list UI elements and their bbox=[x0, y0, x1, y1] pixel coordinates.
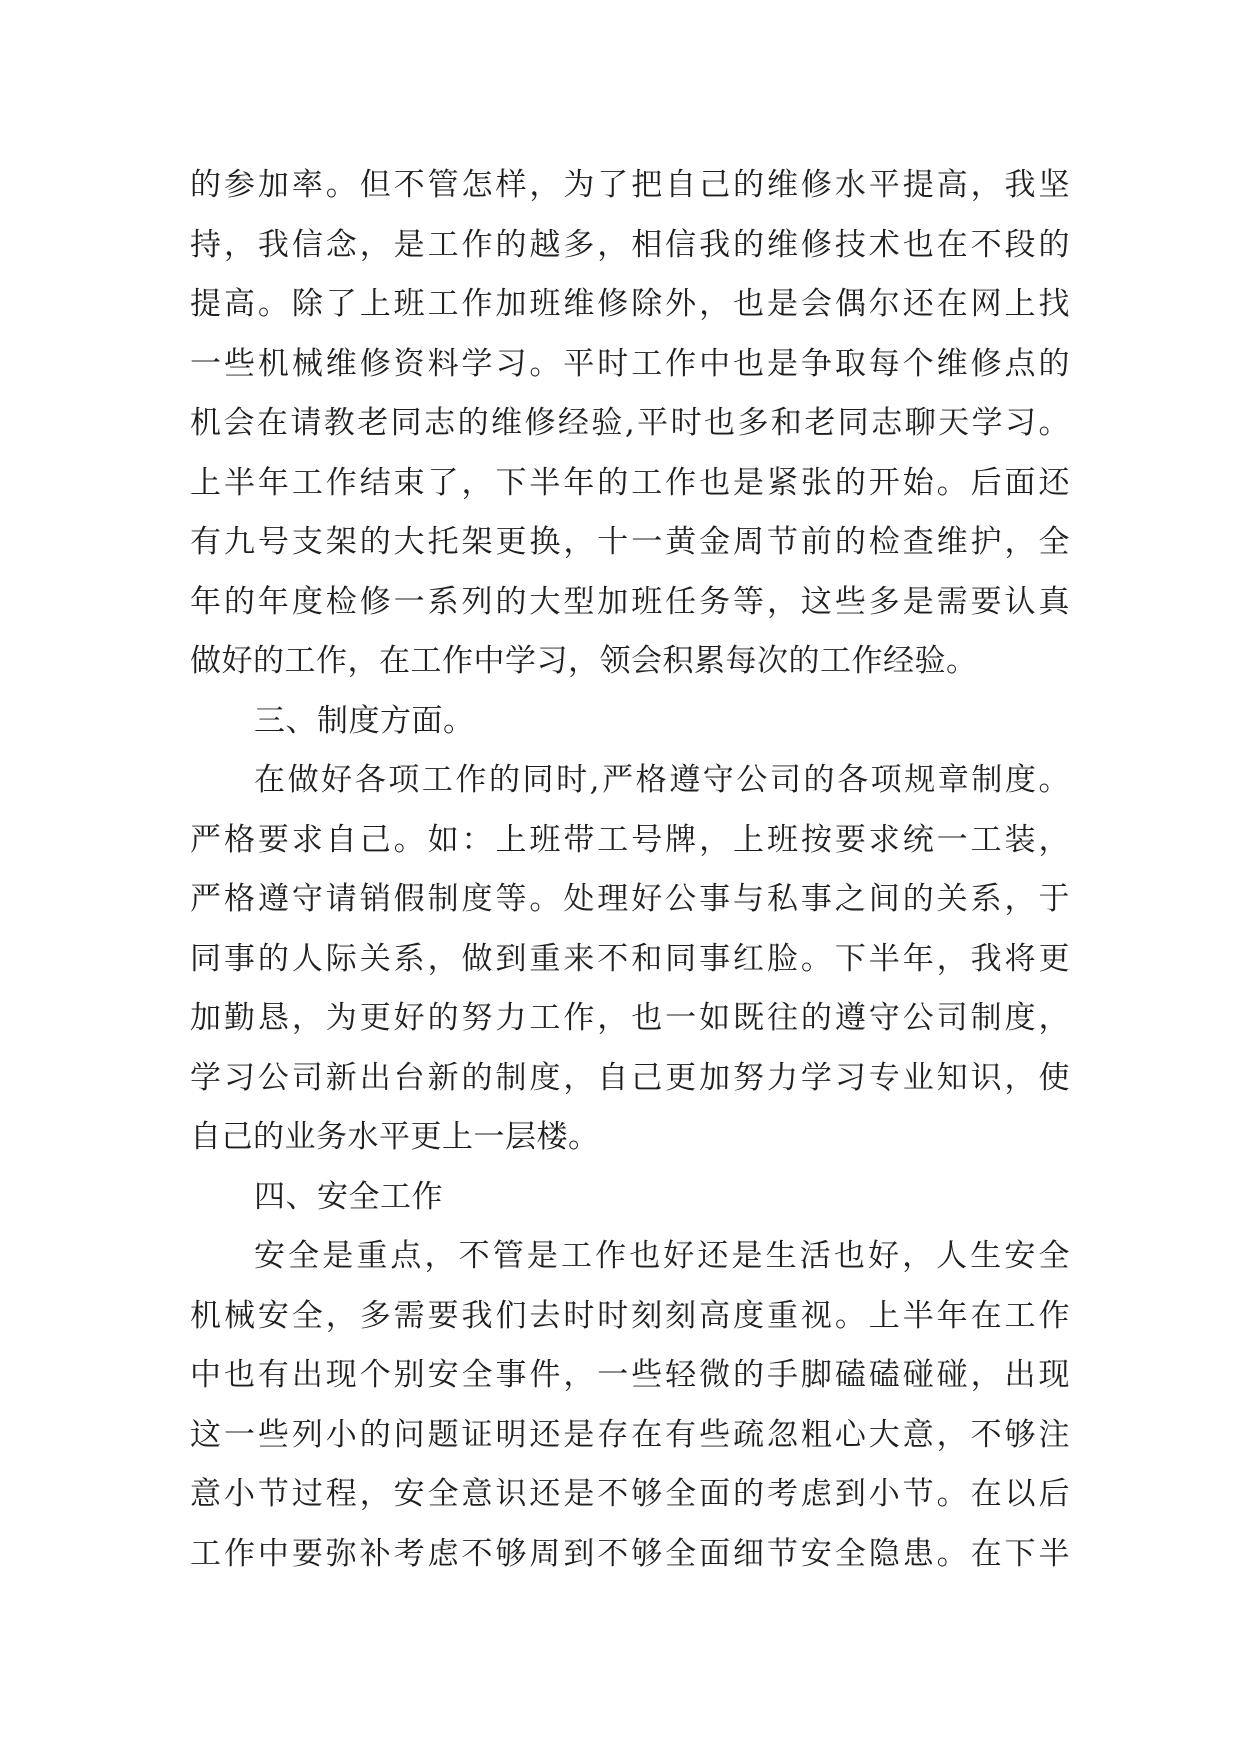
text-line: 加勤恳，为更好的努力工作，也一如既往的遵守公司制度， bbox=[190, 1000, 1070, 1036]
text-line: 上半年工作结束了，下半年的工作也是紧张的开始。后面还 bbox=[190, 464, 1070, 501]
text-line: 机械安全，多需要我们去时时刻刻高度重视。上半年在工作 bbox=[190, 1297, 1070, 1334]
text-line: 学习公司新出台新的制度，自己更加努力学习专业知识，使 bbox=[190, 1059, 1070, 1096]
text-line: 严格要求自己。如：上班带工号牌，上班按要求统一工装， bbox=[190, 821, 1070, 858]
text-line: 自己的业务水平更上一层楼。 bbox=[190, 1119, 600, 1155]
section-heading: 四、安全工作 bbox=[254, 1178, 443, 1215]
text-line: 持，我信念，是工作的越多，相信我的维修技术也在不段的 bbox=[190, 226, 1070, 263]
text-line: 机会在请教老同志的维修经验,平时也多和老同志聊天学习。 bbox=[190, 405, 1070, 441]
text-line: 提高。除了上班工作加班维修除外，也是会偶尔还在网上找 bbox=[190, 286, 1070, 322]
text-line: 中也有出现个别安全事件，一些轻微的手脚磕磕碰碰，出现 bbox=[190, 1357, 1070, 1393]
text-line: 的参加率。但不管怎样，为了把自己的维修水平提高，我坚 bbox=[190, 167, 1070, 203]
section-heading: 三、制度方面。 bbox=[254, 702, 475, 739]
text-line: 意小节过程，安全意识还是不够全面的考虑到小节。在以后 bbox=[190, 1476, 1070, 1512]
text-line: 同事的人际关系，做到重来不和同事红脸。下半年，我将更 bbox=[190, 940, 1070, 977]
text-line: 严格遵守请销假制度等。处理好公事与私事之间的关系，于 bbox=[190, 881, 1070, 917]
body-text bbox=[190, 156, 1070, 1584]
text-line: 安全是重点，不管是工作也好还是生活也好，人生安全 bbox=[254, 1238, 1070, 1274]
text-line: 这一些列小的问题证明还是存在有些疏忽粗心大意，不够注 bbox=[190, 1416, 1070, 1453]
text-line: 做好的工作，在工作中学习，领会积累每次的工作经验。 bbox=[190, 643, 978, 679]
text-line: 工作中要弥补考虑不够周到不够全面细节安全隐患。在下半 bbox=[190, 1535, 1070, 1572]
text-line: 有九号支架的大托架更换，十一黄金周节前的检查维护，全 bbox=[190, 524, 1070, 560]
text-line: 年的年度检修一系列的大型加班任务等，这些多是需要认真 bbox=[190, 583, 1070, 620]
text-line: 一些机械维修资料学习。平时工作中也是争取每个维修点的 bbox=[190, 345, 1070, 382]
text-line: 在做好各项工作的同时,严格遵守公司的各项规章制度。 bbox=[254, 762, 1070, 798]
